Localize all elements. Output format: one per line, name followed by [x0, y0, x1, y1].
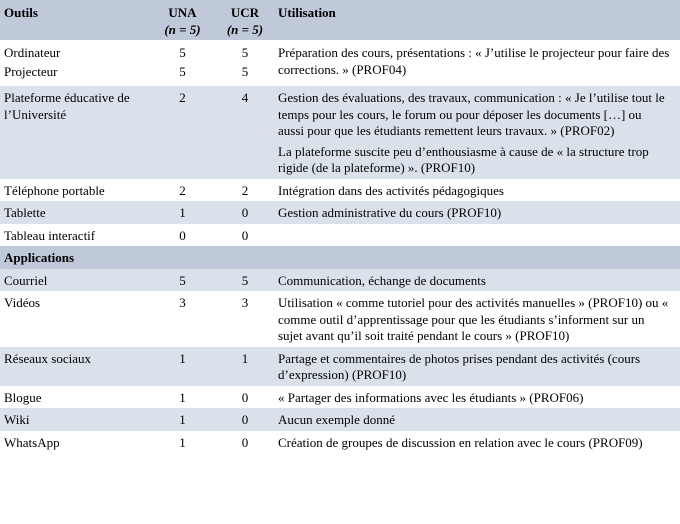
tool-ucr: 0 [241, 227, 249, 243]
app-use: Aucun exemple donné [278, 412, 395, 427]
table-row [0, 291, 680, 347]
app-name: Wiki [4, 412, 30, 427]
app-ucr: 1 [241, 350, 249, 366]
tool-use: Préparation des cours, présentations : « J’utilise le projecteur pour faire des corrections. » (PROF04) [278, 45, 670, 77]
table-row [0, 224, 680, 247]
tool-name: Ordinateur [4, 45, 61, 60]
table-row [0, 386, 680, 409]
app-name: Blogue [4, 389, 42, 405]
table-row [0, 86, 680, 179]
app-una: 5 [179, 272, 186, 288]
header-una-n: (n = 5) [164, 21, 201, 37]
app-use: Création de groupes de discussion en relation avec le cours (PROF09) [278, 434, 643, 450]
tool-name: Plateforme éducative de l’Université [4, 90, 130, 122]
tool-use-text: Gestion des évaluations, des travaux, communication : « Je l’utilise tout le temps pour les cours, le forum ou pour déposer les documents […] ou aussi pour que les étudiants remettent leurs travaux. » (PROF02) [278, 90, 665, 138]
table-row [0, 40, 680, 62]
tool-name: Projecteur [4, 63, 58, 79]
app-use: « Partager des informations avec les étudiants » (PROF06) [278, 389, 584, 405]
app-name: Réseaux sociaux [4, 350, 92, 366]
app-una: 1 [179, 434, 186, 450]
header-tools: Outils [4, 5, 38, 20]
app-ucr: 0 [241, 434, 249, 450]
table-row [0, 347, 680, 386]
tool-use [275, 86, 680, 179]
header-una-label: UNA [168, 5, 197, 20]
tool-ucr: 2 [241, 182, 249, 198]
tool-una: 5 [179, 45, 186, 60]
table-row [0, 408, 680, 431]
tool-ucr: 5 [241, 45, 249, 60]
tool-name: Tableau interactif [4, 227, 96, 243]
app-una: 1 [179, 412, 186, 427]
app-ucr: 0 [241, 412, 249, 427]
tool-use: Gestion administrative du cours (PROF10) [278, 205, 502, 220]
tool-una: 0 [179, 227, 186, 243]
app-una: 1 [179, 350, 186, 366]
app-use: Utilisation « comme tutoriel pour des activités manuelles » (PROF10) ou « comme outil d’apprentissage pour que les étudiants s’informent sur un sujet avant qu’il soit traité pendant le cours » (PROF10) [278, 295, 669, 343]
header-ucr [215, 0, 275, 40]
app-use: Communication, échange de documents [278, 272, 486, 288]
tool-ucr: 5 [241, 63, 249, 79]
app-name: WhatsApp [4, 434, 60, 450]
header-ucr-label: UCR [230, 5, 260, 20]
table-row [0, 201, 680, 224]
header-use: Utilisation [278, 5, 336, 20]
section-row [0, 246, 680, 269]
tool-una: 5 [179, 63, 186, 79]
tool-una: 1 [179, 205, 186, 220]
tool-ucr: 0 [241, 205, 249, 220]
tool-use: Intégration dans des activités pédagogiques [278, 182, 504, 198]
app-use: Partage et commentaires de photos prises pendant des activités (cours d’expression) (PROF10) [278, 350, 641, 382]
tool-una: 2 [179, 90, 186, 105]
app-name: Courriel [4, 272, 48, 288]
app-una: 1 [179, 389, 186, 405]
app-name: Vidéos [4, 295, 41, 310]
table-row [0, 431, 680, 454]
section-title-applications: Applications [0, 246, 680, 269]
tool-ucr: 4 [241, 90, 249, 105]
app-ucr: 0 [241, 389, 249, 405]
header-ucr-n: (n = 5) [226, 21, 264, 37]
app-una: 3 [179, 295, 186, 310]
table-row [0, 269, 680, 292]
tool-name: Tablette [4, 205, 46, 220]
header-row [0, 0, 680, 40]
tool-name: Téléphone portable [4, 182, 105, 198]
tool-use [275, 224, 680, 247]
header-una [150, 0, 215, 40]
app-ucr: 5 [241, 272, 249, 288]
tool-use-note: La plateforme suscite peu d’enthousiasme à cause de « la structure trop rigide (de la plateforme) ». (PROF10) [278, 143, 649, 175]
tool-una: 2 [179, 182, 186, 198]
app-ucr: 3 [241, 295, 249, 310]
table-row [0, 179, 680, 202]
